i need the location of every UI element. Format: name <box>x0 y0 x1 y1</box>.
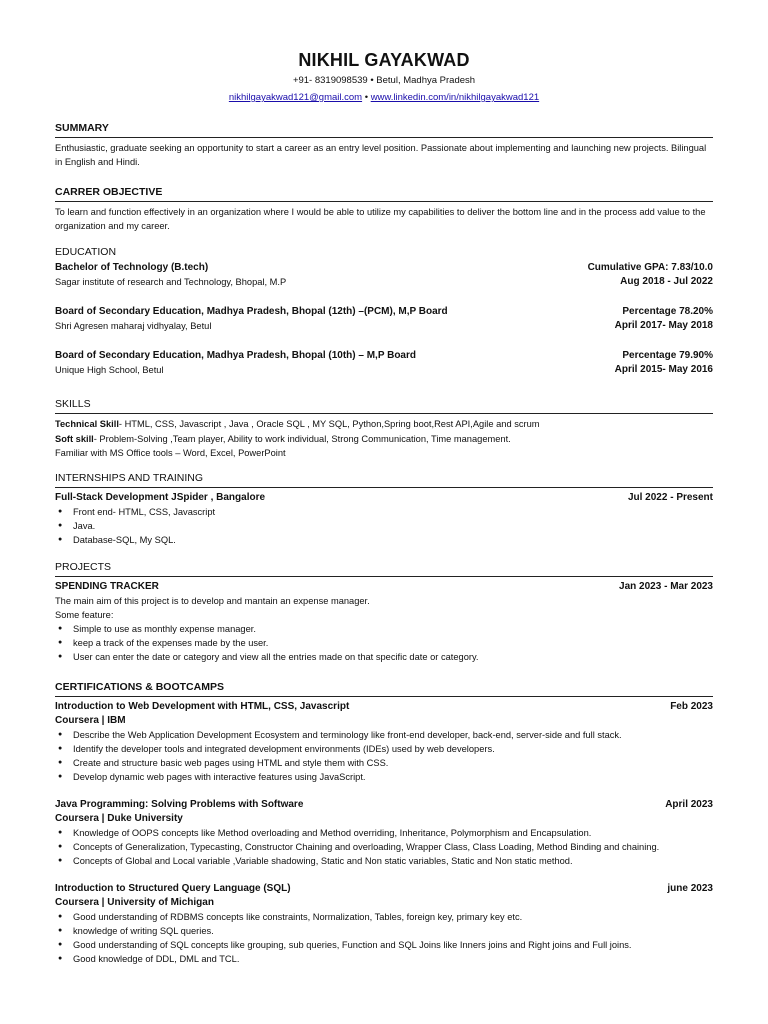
summary-section <box>55 122 713 169</box>
cert-date: Feb 2023 <box>670 701 713 712</box>
education-section <box>55 246 713 377</box>
list-item: ● Good understanding of SQL concepts like grouping, sub queries, Function and SQL Joins like Inners joins and Right joins and Full joins. <box>55 938 713 952</box>
cert-name: Introduction to Web Development with HTML, CSS, Javascript <box>55 701 350 712</box>
list-item: ● Front end- HTML, CSS, Javascript <box>55 505 713 519</box>
dates: Jul 2022 - Present <box>627 492 713 503</box>
dates: April 2015- May 2016 <box>614 364 713 375</box>
skills-section <box>55 398 713 461</box>
list-item: ● Knowledge of OOPS concepts like Method overloading and Method overriding, Inheritance, Polymorphism and Encapsulation. <box>55 826 713 840</box>
education-entry <box>55 305 713 333</box>
list-item: ● Create and structure basic web pages using HTML and style them with CSS. <box>55 756 713 770</box>
features-label: Some feature: <box>55 610 114 620</box>
list-item: ● Simple to use as monthly expense manager. <box>55 622 713 636</box>
objective-text: To learn and function effectively in an organization where I would be able to utilize my capabilities to deliver the bottom line and in the process add value to the organization and my career. <box>55 207 706 231</box>
education-entry <box>55 261 713 289</box>
soft-skill <box>55 432 713 447</box>
school: Shri Agresen maharaj vidhyalay, Betul <box>55 321 212 331</box>
list-item: ● Java. <box>55 519 713 533</box>
list-item: ● Good knowledge of DDL, DML and TCL. <box>55 952 713 966</box>
list-item: ● Develop dynamic web pages with interactive features using JavaScript. <box>55 770 713 784</box>
list-item: ● User can enter the date or category and view all the entries made on that specific date or category. <box>55 650 713 664</box>
bullet-list <box>55 910 713 966</box>
cert-name: Introduction to Structured Query Language (SQL) <box>55 883 291 894</box>
cert-date: April 2023 <box>665 799 713 810</box>
value: - Problem-Solving ,Team player, Ability to work individual, Strong Communication, Time management. <box>93 433 511 444</box>
contact-line: +91- 8319098539 • Betul, Madhya Pradesh <box>292 75 476 86</box>
dates: Jan 2023 - Mar 2023 <box>619 581 713 592</box>
degree: Board of Secondary Education, Madhya Pradesh, Bhopal (10th) – M,P Board <box>55 350 416 361</box>
bullet-list <box>55 505 713 547</box>
cert-date: june 2023 <box>667 883 713 894</box>
bullet-list <box>55 728 713 784</box>
label: Technical Skill <box>55 419 119 429</box>
list-item: ● Database-SQL, My SQL. <box>55 533 713 547</box>
projects-section <box>55 561 713 664</box>
role: Full-Stack Development JSpider , Bangalore <box>55 492 266 503</box>
cert-provider: Coursera | Duke University <box>55 813 183 824</box>
certifications-section <box>55 681 713 966</box>
list-item: ● keep a track of the expenses made by the user. <box>55 636 713 650</box>
education-entry <box>55 349 713 377</box>
list-item: ● Good understanding of RDBMS concepts like constraints, Normalization, Tables, foreign key, primary key etc. <box>55 910 713 924</box>
cert-item <box>55 882 713 966</box>
separator: • <box>364 92 369 103</box>
score: Percentage 78.20% <box>622 306 713 317</box>
technical-skill <box>55 417 713 432</box>
contact-links <box>0 92 768 103</box>
bullet-list <box>55 622 713 664</box>
project-desc: The main aim of this project is to develop and mantain an expense manager. <box>55 596 370 606</box>
cert-item <box>55 700 713 784</box>
school: Unique High School, Betul <box>55 365 164 375</box>
school: Sagar institute of research and Technology, Bhopal, M.P <box>55 277 287 287</box>
bullet-list <box>55 826 713 868</box>
candidate-name: NIKHIL GAYAKWAD <box>298 50 470 70</box>
value: - HTML, CSS, Javascript , Java , Oracle SQL , MY SQL, Python,Spring boot,Rest API,Agile and scrum <box>118 419 540 429</box>
project-name: SPENDING TRACKER <box>55 581 159 592</box>
email-link[interactable]: nikhilgayakwad121@gmail.com <box>228 92 363 103</box>
section-title: SKILLS <box>55 398 713 414</box>
list-item: ● Describe the Web Application Development Ecosystem and terminology like front-end developer, back-end, server-side and full stack. <box>55 728 713 742</box>
section-title: EDUCATION <box>55 246 117 258</box>
section-title: CARRER OBJECTIVE <box>55 186 713 202</box>
list-item: ● knowledge of writing SQL queries. <box>55 924 713 938</box>
summary-text: Enthusiastic, graduate seeking an opportunity to start a career as an entry level position. Passionate about implementing and launching new projects. Bilingual in English and Hindi. <box>55 143 707 167</box>
degree: Board of Secondary Education, Madhya Pradesh, Bhopal (12th) –(PCM), M,P Board <box>55 306 448 317</box>
list-item: ● Identify the developer tools and integrated development environments (IDEs) used by web developers. <box>55 742 713 756</box>
cert-provider: Coursera | University of Michigan <box>55 897 214 908</box>
cert-item <box>55 798 713 868</box>
section-title: CERTIFICATIONS & BOOTCAMPS <box>55 681 713 697</box>
section-title: SUMMARY <box>55 122 713 138</box>
section-title: PROJECTS <box>55 561 713 577</box>
section-title: INTERNSHIPS AND TRAINING <box>55 472 713 488</box>
score: Cumulative GPA: 7.83/10.0 <box>587 262 713 273</box>
label: Soft skill <box>55 433 94 444</box>
internships-section <box>55 472 713 547</box>
cert-provider: Coursera | IBM <box>55 715 126 726</box>
list-item: ● Concepts of Generalization, Typecasting, Constructor Chaining and overloading, Wrapper Class, Class Loading, Method Binding and chaining. <box>55 840 713 854</box>
other-skill: Familiar with MS Office tools – Word, Excel, PowerPoint <box>55 448 286 458</box>
linkedin-link[interactable]: www.linkedin.com/in/nikhilgayakwad121 <box>370 92 540 103</box>
dates: April 2017- May 2018 <box>614 320 713 331</box>
list-item: ● Concepts of Global and Local variable ,Variable shadowing, Static and Non static variables, Static and Non static method. <box>55 854 713 868</box>
cert-name: Java Programming: Solving Problems with Software <box>55 799 304 810</box>
objective-section <box>55 186 713 233</box>
degree: Bachelor of Technology (B.tech) <box>55 262 209 273</box>
dates: Aug 2018 - Jul 2022 <box>620 276 713 287</box>
score: Percentage 79.90% <box>622 350 713 361</box>
